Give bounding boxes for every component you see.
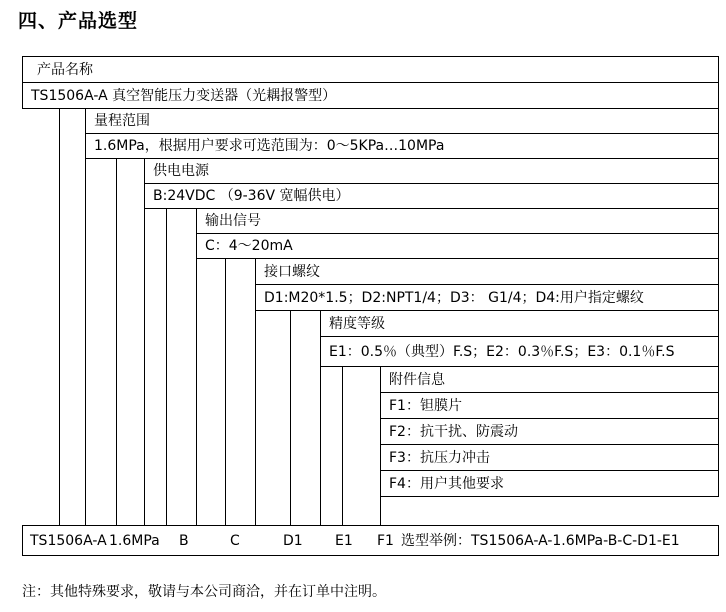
section-title: 四、产品选型 (18, 10, 139, 32)
example-code-power: B (179, 533, 189, 549)
accuracy-label: 精度等级 (320, 310, 719, 337)
example-code-accuracy: E1 (335, 533, 353, 549)
connector-line (342, 366, 343, 526)
output-value: C：4～20mA (196, 233, 719, 259)
footnote: 注：其他特殊要求，敬请与本公司商洽，并在订单中注明。 (22, 584, 386, 600)
thread-value: D1:M20*1.5；D2:NPT1/4；D3： G1/4；D4:用户指定螺纹 (255, 284, 719, 311)
connector-line (144, 208, 145, 526)
connector-line (85, 158, 86, 526)
example-code-model: TS1506A-A (30, 533, 107, 549)
accessories-label: 附件信息 (380, 366, 719, 393)
connector-line (166, 208, 167, 526)
range-value: 1.6MPa，根据用户要求可选范围为：0～5KPa…10MPa (85, 133, 719, 159)
power-label: 供电电源 (144, 158, 719, 184)
product-name-label: 产品名称 (22, 56, 719, 83)
connector-line (225, 258, 226, 526)
accessory-item: F3：抗压力冲击 (380, 444, 719, 471)
thread-label: 接口螺纹 (255, 258, 719, 285)
example-code-accessory: F1 (377, 533, 394, 549)
example-code-output: C (230, 533, 240, 549)
accessory-item: F4：用户其他要求 (380, 470, 719, 497)
connector-line (255, 310, 256, 526)
accessory-item: F2：抗干扰、防震动 (380, 418, 719, 445)
example-code-thread: D1 (283, 533, 303, 549)
accessory-item: F1：钽膜片 (380, 392, 719, 419)
connector-line (116, 158, 117, 526)
power-value: B:24VDC （9-36V 宽幅供电） (144, 183, 719, 209)
connector-line (290, 310, 291, 526)
example-code-range: 1.6MPa (109, 533, 160, 549)
range-label: 量程范围 (85, 108, 719, 134)
accuracy-value: E1：0.5％（典型）F.S；E2：0.3％F.S；E3：0.1％F.S (320, 336, 719, 367)
connector-line (196, 258, 197, 526)
product-name-value: TS1506A-A 真空智能压力变送器（光耦报警型） (22, 82, 719, 109)
output-label: 输出信号 (196, 208, 719, 234)
example-text: 选型举例：TS1506A-A-1.6MPa-B-C-D1-E1 (401, 533, 680, 549)
connector-line (59, 108, 60, 526)
selection-example-row (22, 525, 719, 556)
connector-line (320, 366, 321, 526)
connector-line (380, 496, 381, 526)
